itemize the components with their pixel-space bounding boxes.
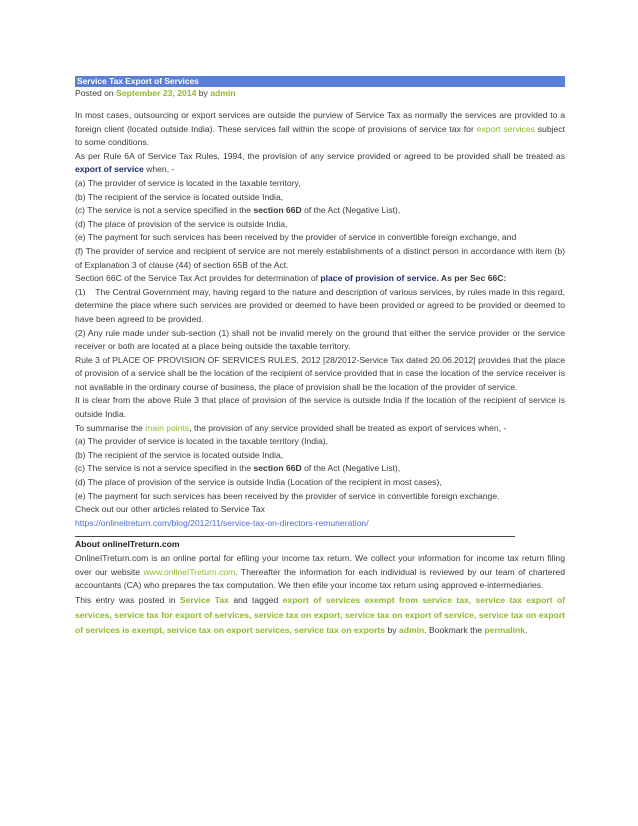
category-link[interactable]: Service Tax [179, 594, 229, 605]
summary-c-text: (c) The service is not a service specified in the [75, 463, 254, 474]
article [75, 76, 568, 638]
intro-text-end: subject to some conditions. [75, 123, 565, 148]
about-title: About onlineITreturn.com [75, 539, 180, 550]
export-services-link[interactable]: export services [476, 123, 535, 134]
footer-by-label: by [385, 624, 399, 635]
checkout-text: Check out our other articles related to Service Tax [75, 504, 265, 515]
permalink-link[interactable]: permalink [484, 624, 526, 635]
place-of-provision-link[interactable]: place of provision of service [320, 273, 437, 284]
summary-paragraph [75, 422, 565, 436]
posted-in-label: This entry was posted in [75, 594, 180, 605]
summary-b: (b) The recipient of the service is located outside India, [75, 449, 284, 460]
summary-text-end: , the provision of any service provided shall be treated as export of services when, - [189, 422, 507, 433]
site-link[interactable]: www.onlineITreturn.com [143, 566, 236, 577]
post-title[interactable]: Service Tax Export of Services [75, 76, 565, 87]
section-66c-text-end: . As per Sec 66C: [436, 273, 507, 284]
tag-separator: , [289, 624, 295, 635]
tag-link[interactable]: service tax on export of service [344, 609, 474, 620]
article-url-link[interactable]: https://onlineitreturn.com/blog/2012/11/service-tax-on-directors-remuneration/ [75, 517, 369, 528]
summary-section-66d-text: section 66D [253, 463, 302, 474]
author-link[interactable]: admin [210, 88, 236, 98]
summary-c-text-end: of the Act (Negative List), [301, 463, 401, 474]
condition-c-text: (c) The service is not a service specified in the [75, 205, 254, 216]
section-66c-clause-2: (2) Any rule made under sub-section (1) shall not be invalid merely on the ground that either the service provider or the service receiver or both are located at a place being outside the taxable territory. [75, 327, 565, 352]
condition-b: (b) The recipient of the service is located outside India, [75, 191, 284, 202]
divider [75, 530, 515, 537]
rule6a-paragraph [75, 150, 565, 177]
section-66d-text: section 66D [253, 205, 302, 216]
summary-text: To summarise the [75, 422, 146, 433]
summary-e: (e) The payment for such services has been received by the provider of service in convertible foreign exchange. [75, 490, 500, 501]
rule6a-text: As per Rule 6A of Service Tax Rules, 1994, the provision of any service provided or agreed to be provided shall be treated as [75, 150, 565, 161]
condition-c-text-end: of the Act (Negative List), [301, 205, 401, 216]
tag-link[interactable]: service tax on export services [166, 624, 290, 635]
condition-c [75, 204, 565, 218]
condition-f: (f) The provider of service and recipient of service are not merely establishments of a distinct person in accordance with item (b) of Explanation 3 of clause (44) of section 65B of the Act. [75, 245, 565, 270]
tag-separator: , [109, 609, 115, 620]
about-text-end: . Thereafter the information for each individual is reviewed by our team of chartered accountants (CA) who prepares the tax computation. We then efile your income tax return using approved e-intermediaries. [75, 566, 565, 591]
post-date-link[interactable]: September 23, 2014 [116, 88, 197, 98]
rule6a-text-end: when, - [143, 164, 175, 175]
tag-separator: , [473, 609, 479, 620]
about-paragraph [75, 552, 565, 593]
summary-d: (d) The place of provision of the service is outside India (Location of the recipient in most cases), [75, 477, 442, 488]
section-66c-clause-1: (1) The Central Government may, having regard to the nature and description of various services, by rules made in this regard, determine the place where such services are provided or deemed to have been provided or agreed to be provided or deemed to have been agreed to be provided. [75, 286, 568, 324]
main-points-link[interactable]: main points [145, 422, 190, 433]
condition-d: (d) The place of provision of the service is outside India, [75, 218, 288, 229]
bookmark-label: . Bookmark the [424, 624, 485, 635]
tag-separator: , [161, 624, 167, 635]
tag-link[interactable]: service tax for export of services [114, 609, 249, 620]
section-66c-text: Section 66C of the Service Tax Act provides for determination of [75, 273, 321, 284]
tag-link[interactable]: export of services exempt from service tax [282, 594, 469, 605]
rule3-paragraph: Rule 3 of PLACE OF PROVISION OF SERVICES RULES, 2012 [28/2012-Service Tax dated 20.06.2012] provides that the place of provision of a service shall be the location of the recipient of service provided that in case the location of the service receiver is not available in the ordinary course of business, the place of provision shall be the location of the provider of service. [75, 354, 565, 392]
export-of-service-link[interactable]: export of service [75, 164, 144, 175]
entry-footer [75, 593, 565, 638]
tag-separator: , [340, 609, 345, 620]
clear-paragraph: It is clear from the above Rule 3 that place of provision of the service is outside India if the location of the recipient of service is outside India. [75, 395, 565, 420]
posted-on-label: Posted on [75, 88, 117, 98]
tag-link[interactable]: service tax export of services [75, 594, 565, 620]
tag-link[interactable]: service tax on exports [294, 624, 386, 635]
tag-separator: , [248, 609, 254, 620]
intro-text: In most cases, outsourcing or export services are outside the purview of Service Tax as normally the services are provided to a foreign client (located outside India). These services fall within the scope of provisions of service tax for [75, 110, 565, 134]
condition-a: (a) The provider of service is located in the taxable territory, [75, 177, 301, 188]
post-meta [75, 87, 565, 99]
footer-end: . [525, 624, 528, 635]
about-text: OnlineITreturn.com is an online portal for efiling your income tax return. We collect your information for income tax return filing over our website [75, 553, 565, 577]
summary-a: (a) The provider of service is located in the taxable territory (India), [75, 436, 328, 447]
summary-c [75, 462, 565, 476]
section-66c-intro [75, 272, 565, 286]
footer-author-link[interactable]: admin [398, 624, 425, 635]
intro-paragraph [75, 109, 565, 150]
tagged-label: and tagged [228, 594, 283, 605]
tag-link[interactable]: service tax on export [253, 609, 341, 620]
tag-link[interactable]: service tax on export of services is exempt [75, 609, 566, 635]
by-label: by [196, 88, 211, 98]
tag-separator: , [468, 594, 476, 605]
condition-e: (e) The payment for such services has been received by the provider of service in convertible foreign exchange, and [75, 232, 517, 243]
